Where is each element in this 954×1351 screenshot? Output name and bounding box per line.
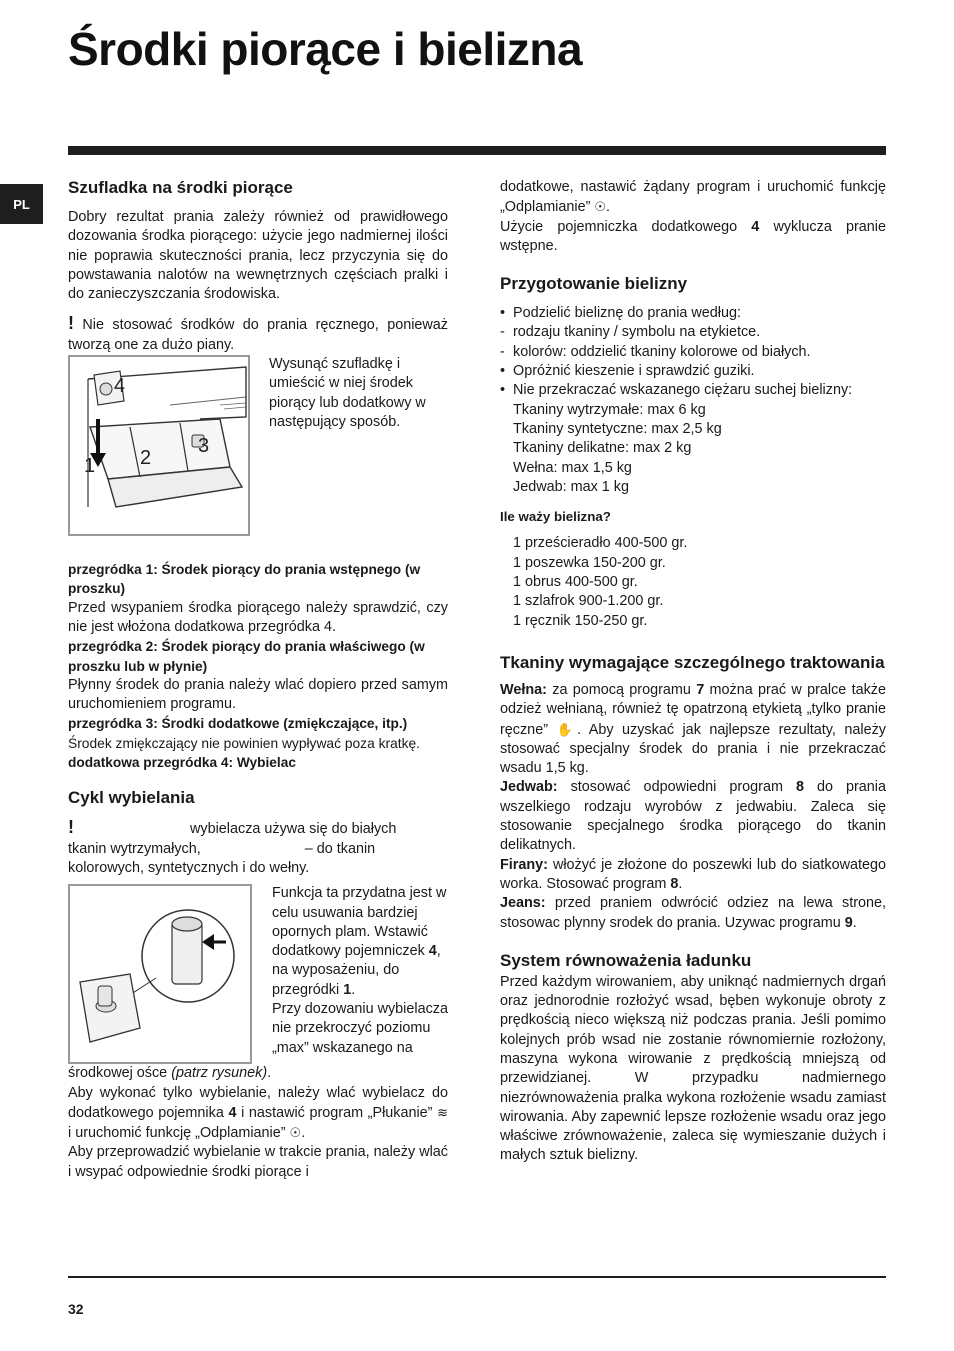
- section-heading-bleach: Cykl wybielania: [68, 788, 195, 808]
- compartment-1-title: przegródka 1: Środek piorący do prania wstępnego (w proszku): [68, 562, 421, 597]
- load-limit: Wełna: max 1,5 kg: [513, 459, 632, 476]
- section-heading-special: Tkaniny wymagające szczególnego traktowania: [500, 652, 885, 672]
- left-column: [68, 178, 448, 1182]
- bleach-line-3: kolorowych, syntetycznych i do wełny.: [68, 859, 310, 876]
- bleach-line-2: tkanin wytrzymałych, – do tkanin: [68, 840, 376, 857]
- jeans-paragraph: Jeans: przed praniem odwrócić odziez na lewa strone, stosowac plynny srodek do prania. Uzywac programu 9.: [500, 895, 886, 931]
- figure-label-4: 4: [114, 375, 126, 398]
- weight-item: 1 prześcieradło 400-500 gr.: [513, 535, 688, 552]
- load-limit: Tkaniny syntetyczne: max 2,5 kg: [513, 420, 722, 437]
- bleach-during-wash: Aby przeprowadzić wybielanie w trakcie prania, należy wlać i wsypać odpowiednie środki piorące i: [68, 1144, 448, 1180]
- load-limit: Tkaniny wytrzymałe: max 6 kg: [513, 401, 706, 418]
- load-limit: Jedwab: max 1 kg: [513, 478, 629, 495]
- language-tab: PL: [0, 184, 43, 224]
- wool-paragraph: Wełna: za pomocą programu 7 można prać w pralce także odzież wełnianą, również tę opatrzoną etykietą „tylko pranie ręczne” ✋. Aby uzyskać jak najlepsze rezultaty, należy stosować specjalny środek do prania i nie przekraczać wsadu 1,5 kg.: [500, 681, 886, 777]
- balance-text: Przed każdym wirowaniem, aby uniknąć nadmiernych drgań oraz jednorodnie rozłożyć wsad, bęben wykonuje obroty z prędkością nieco większą niż podczas prania. Jeśli pomimo kolejnych prób wsad nie zostanie równomiernie rozłożony, maszyna wykona wirowanie z prędkością mniejszą od przewidzianej. W przypadku nadmiernego niezrównoważenia pralka wykona rozłożenie wsadu zamiast wirowania. Aby zapewnić lepsze rozłożenie wsadu oraz jego właściwe zrównoważenie, zaleca się wymieszanie dużych i małych sztuk bielizny.: [500, 973, 886, 1164]
- rinse-icon: ≋: [437, 1104, 448, 1120]
- compartment-1-text: Przed wsypaniem środka piorącego należy sprawdzić, czy nie jest włożona dodatkowa przegródka 4.: [68, 599, 448, 635]
- bleach-figure-text: Funkcja ta przydatna jest w celu usuwania bardziej opornych plam. Wstawić dodatkowy pojemniczek 4, na wyposażeniu, do przegródki 1.: [272, 885, 447, 998]
- figure-label-2: 2: [140, 447, 152, 470]
- drawer-warning: [68, 314, 448, 355]
- bleach-continued: środkowej ośce (patrz rysunek).: [68, 1065, 272, 1082]
- warning-icon: !: [68, 817, 74, 838]
- section-heading-preparation: Przygotowanie bielizny: [500, 274, 688, 294]
- figure-label-3: 3: [198, 435, 210, 458]
- bleach-continued-right: dodatkowe, nastawić żądany program i uruchomić funkcję „Odplamianie” ☉.: [500, 179, 886, 216]
- weight-item: 1 poszewka 150-200 gr.: [513, 554, 666, 571]
- section-heading-drawer: Szufladka na środki piorące: [68, 178, 293, 197]
- drawer-intro: Dobry rezultat prania zależy również od prawidłowego dozowania środka piorącego: użycie jego nadmiernej ilości nie poprawia skuteczności prania, lecz przyczynia się do powstawania nalotów na wewnętrznych częściach pralki i do zanieczyszczania środowiska.: [68, 209, 448, 303]
- load-limit: Tkaniny delikatne: max 2 kg: [513, 440, 692, 457]
- bleach-only: Aby wykonać tylko wybielanie, należy wlać wybielacz do dodatkowego pojemnika 4 i nastawić program „Płukanie” ≋ i uruchomić funkcję „Odplamianie” ☉.: [68, 1084, 448, 1142]
- list-item: • Opróżnić kieszenie i sprawdzić guziki.: [500, 363, 755, 380]
- list-item: • Nie przekraczać wskazanego ciężaru suchej bielizny:: [500, 382, 853, 399]
- list-item: • Podzielić bieliznę do prania według:: [500, 305, 741, 322]
- bleach-figure-text-2: Przy dozowaniu wybielacza nie przekroczyć poziomu „max” wskazanego na: [272, 1001, 448, 1056]
- curtains-paragraph: Firany: włożyć je złożone do poszewki lub do siatkowatego worka. Stosować program 8.: [500, 856, 886, 892]
- compartment-2-title: przegródka 2: Środek piorący do prania właściwego (w proszku lub w płynie): [68, 639, 425, 674]
- top-rule: [68, 146, 886, 155]
- compartment-2-text: Płynny środek do prania należy wlać dopiero przed samym uruchomieniem programu.: [68, 676, 448, 713]
- weight-item: 1 ręcznik 150-250 gr.: [513, 612, 648, 629]
- silk-paragraph: Jedwab: stosować odpowiedni program 8 do prania wszelkiego rodzaju wyrobów z jedwabiu. Zaleca się stosowanie specjalnego środka piorącego do tkanin delikatnych.: [500, 779, 886, 854]
- warning-icon: !: [68, 313, 74, 334]
- compartment-3-title: przegródka 3: Środki dodatkowe (zmiękczające, itp.): [68, 716, 408, 732]
- bleach-figure-block: [68, 884, 448, 1064]
- handwash-icon: ✋: [556, 721, 578, 737]
- stain-icon: ☉: [594, 199, 607, 215]
- load-limits: [500, 401, 886, 497]
- weight-item: 1 szlafrok 900-1.200 gr.: [513, 593, 664, 610]
- list-item: - kolorów: oddzielić tkaniny kolorowe od białych.: [500, 343, 811, 360]
- weight-heading: Ile waży bielizna?: [500, 509, 611, 525]
- weight-item: 1 obrus 400-500 gr.: [513, 574, 638, 591]
- right-column: [500, 178, 886, 1166]
- compartment-4-title: dodatkowa przegródka 4: Wybielac: [68, 755, 296, 771]
- bleach-prewash-note: Użycie pojemniczka dodatkowego 4 wyklucza pranie wstępne.: [500, 218, 886, 254]
- drawer-figure-text: Wysunąć szufladkę i umieścić w niej środek piorący lub dodatkowy w następujący sposób.: [269, 356, 426, 430]
- list-item: - rodzaju tkaniny / symbolu na etykietce.: [500, 324, 761, 341]
- section-heading-balance: System równoważenia ładunku: [500, 950, 752, 970]
- compartment-3-text: Środek zmiękczający nie powinien wypływać poza kratkę.: [68, 735, 420, 751]
- bottom-rule: [68, 1276, 886, 1278]
- bleach-container-figure: [68, 884, 252, 1064]
- detergent-drawer-figure: [68, 355, 250, 536]
- weight-list: [500, 534, 886, 630]
- figure-label-1: 1: [84, 455, 96, 478]
- page-number: 32: [68, 1301, 84, 1317]
- drawer-warning-text: Nie stosować środków do prania ręcznego, ponieważ tworzą one za dużo piany.: [68, 317, 448, 353]
- preparation-list: [500, 304, 886, 400]
- page-title: Środki piorące i bielizna: [68, 23, 583, 75]
- bleach-line-1: ! wybielacza używa się do białych: [68, 817, 397, 838]
- stain-icon: ☉: [289, 1125, 302, 1141]
- drawer-figure-block: [68, 355, 448, 560]
